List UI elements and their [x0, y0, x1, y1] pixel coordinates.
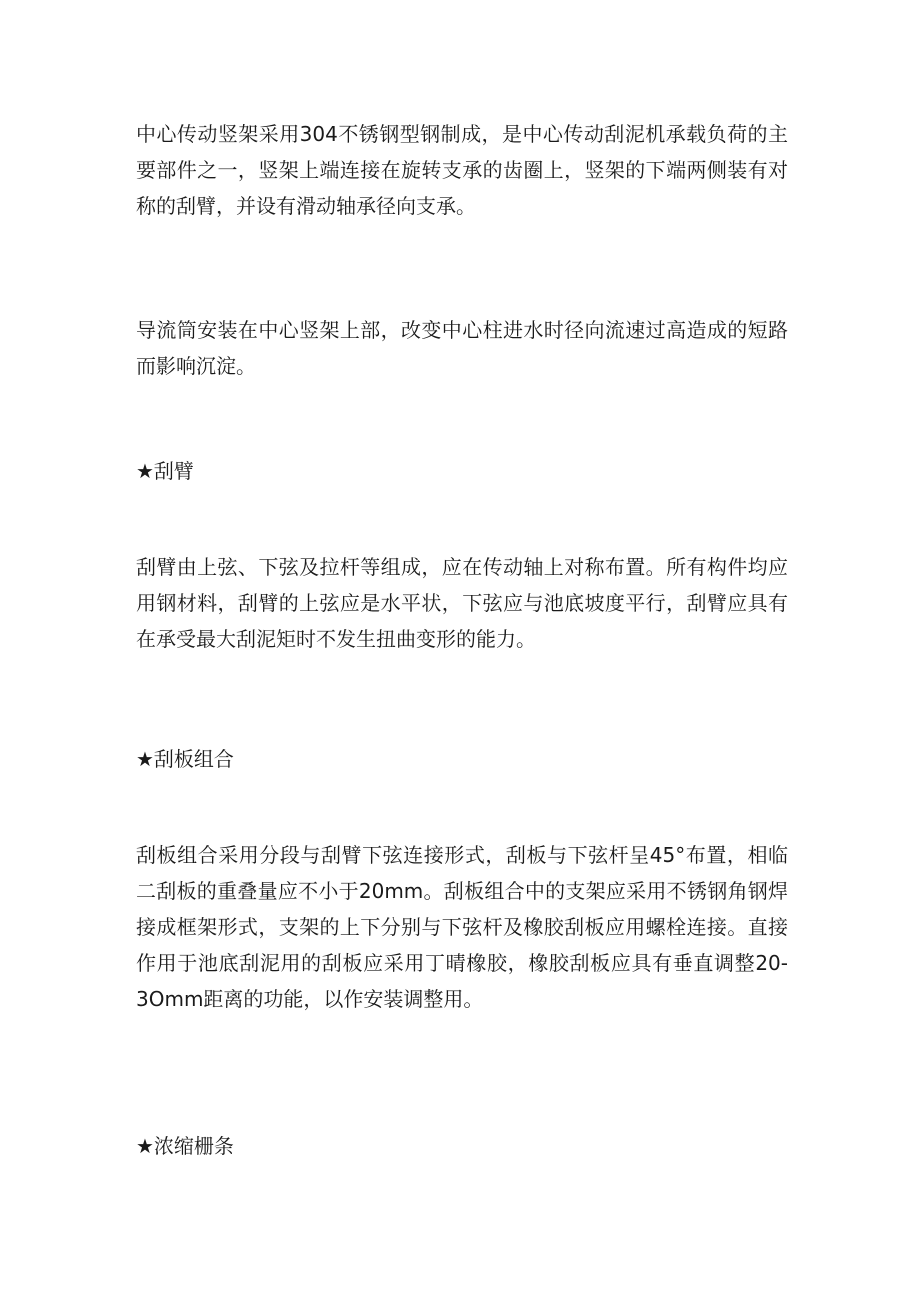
heading-scraper-blade-assembly: ★刮板组合 — [136, 747, 234, 771]
paragraph-scraper-arm: 刮臂由上弦、下弦及拉杆等组成，应在传动轴上对称布置。所有构件均应用钢材料，刮臂的上弦应是水平状，下弦应与池底坡度平行，刮臂应具有在承受最大刮泥矩时不发生扭曲变形的能力。 — [136, 555, 788, 651]
heading-thickening-grid: ★浓缩栅条 — [136, 1134, 234, 1158]
paragraph-scraper-blade-assembly: 刮板组合采用分段与刮臂下弦连接形式，刮板与下弦杆呈45°布置，相临二刮板的重叠量应不小于20mm。刮板组合中的支架应采用不锈钢角钢焊接成框架形式，支架的上下分别与下弦杆及橡胶刮板应用螺栓连接。直接作用于池底刮泥用的刮板应采用丁晴橡胶，橡胶刮板应具有垂直调整20-3Omm距离的功能，以作安装调整用。 — [136, 843, 788, 1011]
paragraph-guide-cylinder: 导流筒安装在中心竖架上部，改变中心柱进水时径向流速过高造成的短路而影响沉淀。 — [136, 318, 788, 378]
heading-scraper-arm: ★刮臂 — [136, 459, 194, 483]
paragraph-center-frame: 中心传动竖架采用304不锈钢型钢制成，是中心传动刮泥机承载负荷的主要部件之一，竖架上端连接在旋转支承的齿圈上，竖架的下端两侧装有对称的刮臂，并设有滑动轴承径向支承。 — [136, 122, 788, 218]
